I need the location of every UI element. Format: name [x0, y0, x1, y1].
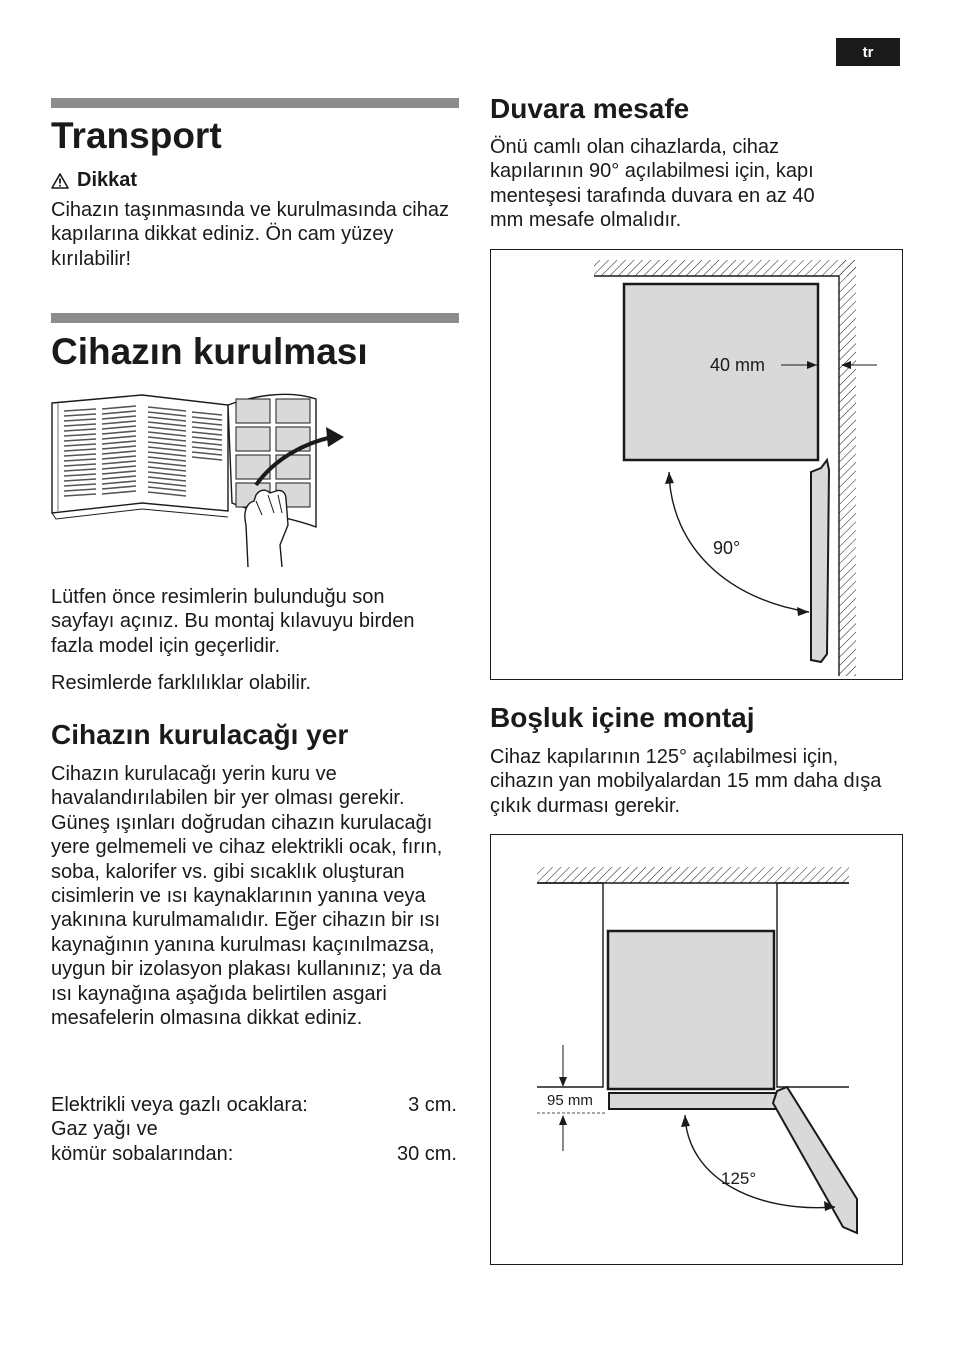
recess-title: Boşluk içine montaj — [490, 702, 755, 733]
variation-note: Resimlerde farklılıklar olabilir. — [51, 672, 312, 694]
wall-distance-figure — [490, 249, 903, 680]
transport-text: Cihazın taşınmasında ve kurulmasında cihaz kapılarına dikkat ediniz. Ön cam yüzey kırılabilir! — [51, 199, 449, 270]
wall-distance-title: Duvara mesafe — [490, 93, 690, 124]
distance-label: kömür sobalarından: — [51, 1143, 234, 1165]
angle-label: 125° — [721, 1169, 757, 1188]
recess-text: Cihaz kapılarının 125° açılabilmesi için, cihazın yan mobilyalardan 15 mm daha dışa çıkık durması gerekir. — [490, 746, 882, 817]
distance-label: Elektrikli veya gazlı ocaklara: — [51, 1094, 308, 1116]
distance-row-stoves — [51, 1093, 457, 1117]
distance-label: Gaz yağı ve — [51, 1118, 158, 1140]
transport-title: Transport — [51, 115, 222, 156]
distance-value: 30 cm. — [396, 1143, 457, 1165]
distance-label: 95 mm — [547, 1092, 593, 1109]
installation-title: Cihazın kurulması — [51, 331, 368, 372]
location-title: Cihazın kurulacağı yer — [51, 719, 349, 750]
distance-value: 3 cm. — [408, 1094, 457, 1116]
location-text: Cihazın kurulacağı yerin kuru ve havalandırılabilen bir yer olması gerekir. Güneş ışınları doğrudan cihazın kurulacağı yere gelmemeli ve cihaz elektrikli ocak, fırın, soba, kalorifer vs. gibi sıcaklık oluşturan cisimlerin ve ısı kaynaklarının yanına veya yakınına kurulmamalıdır. Eğer cihazın bir ısı kaynağının yanına kurulması kaçınılmazsa, uygun bir izolasyon plakası kullanınız; ya da ısı kaynağına aşağıda belirtilen asgari mesafelerin olmasına dikkat ediniz. — [51, 763, 443, 1030]
distance-row-coal-stoves — [51, 1142, 457, 1166]
angle-label: 90° — [713, 538, 741, 558]
installation-intro-text: Lütfen önce resimlerin bulunduğu son sayfayı açınız. Bu montaj kılavuyu birden fazla model için geçerlidir. — [51, 586, 415, 657]
language-tab: tr — [836, 38, 900, 66]
warning-triangle-icon — [51, 173, 69, 189]
section-divider — [51, 98, 459, 108]
warning-label: Dikkat — [77, 169, 138, 191]
warning-note — [51, 169, 137, 192]
recess-figure — [490, 834, 903, 1265]
open-manual-illustration — [50, 385, 350, 567]
wall-distance-text: Önü camlı olan cihazlarda, cihaz kapılarının 90° açılabilmesi için, kapı menteşesi tarafında duvara en az 40 mm mesafe olmalıdır. — [490, 136, 815, 232]
section-divider — [51, 313, 459, 323]
distance-row-oil-heaters — [51, 1117, 457, 1141]
distance-label: 40 mm — [710, 355, 766, 375]
